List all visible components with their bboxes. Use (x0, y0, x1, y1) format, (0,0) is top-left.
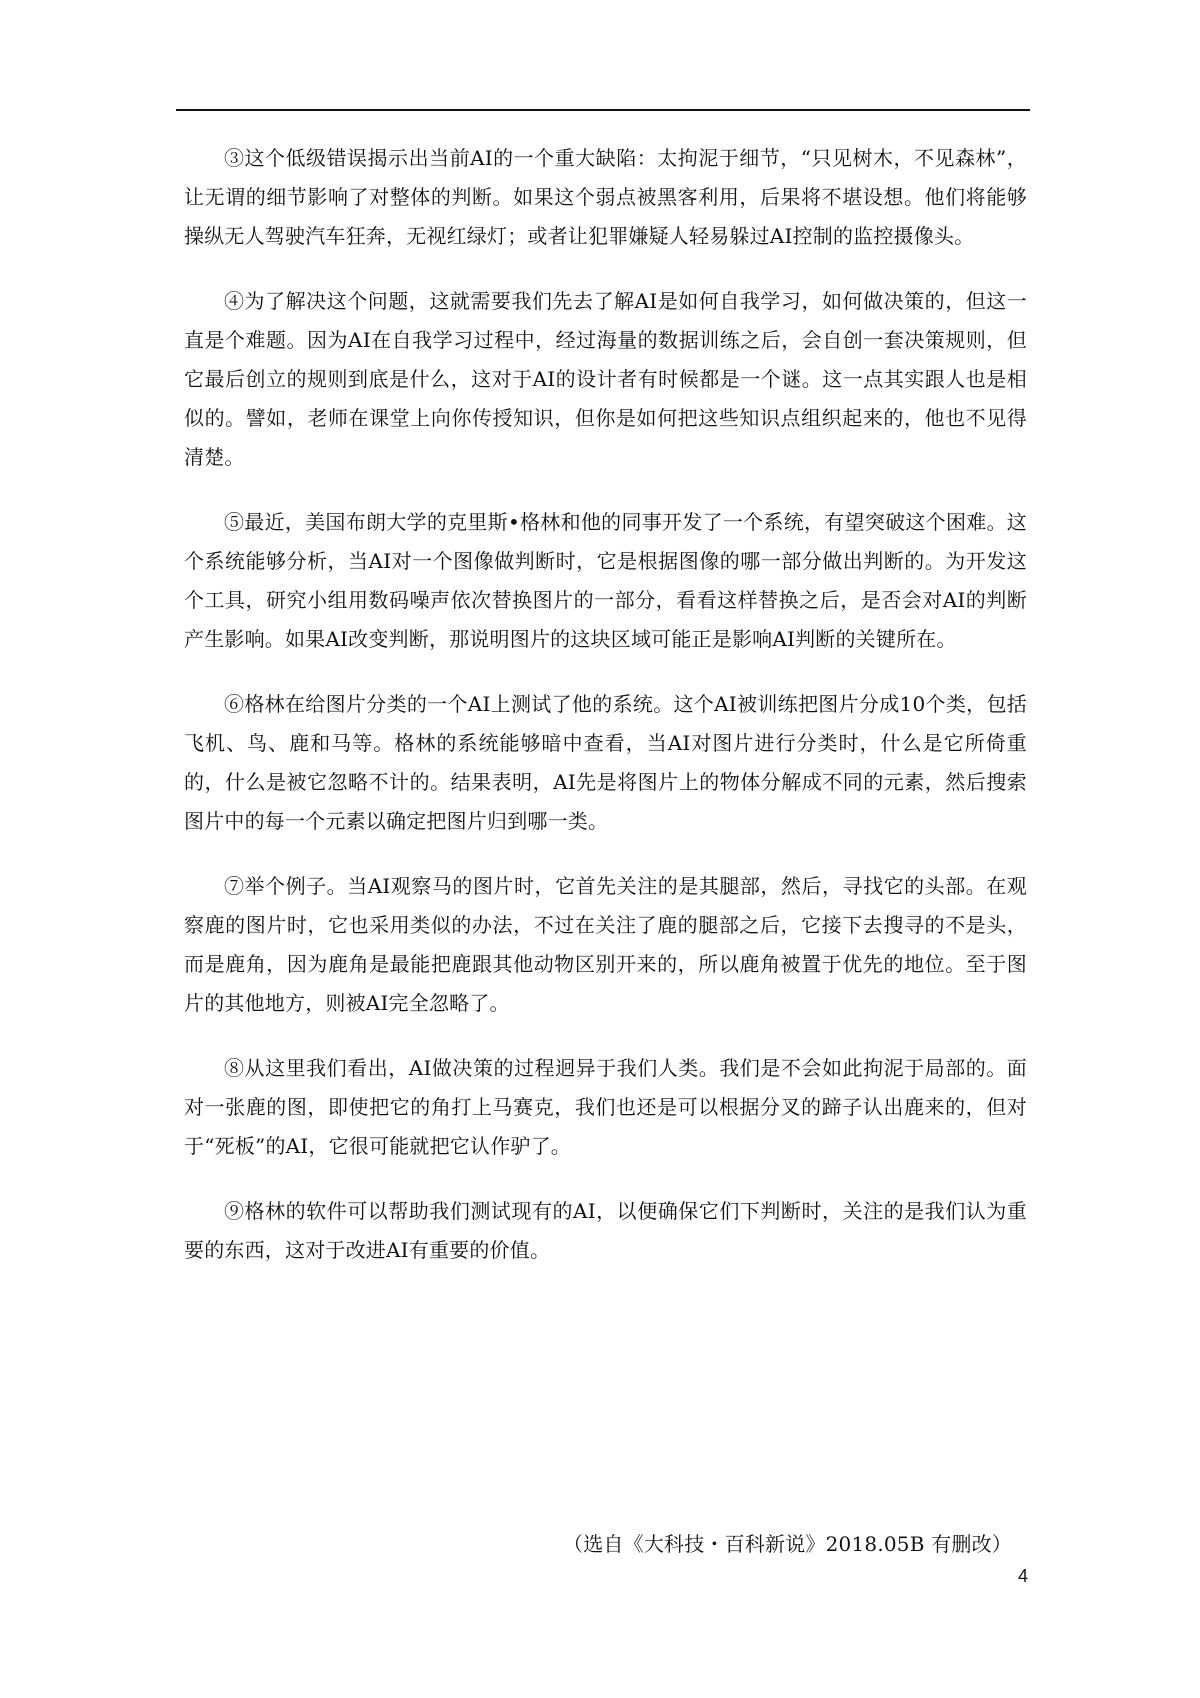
page-number: 4 (1017, 1566, 1028, 1586)
paragraph-3: ③这个低级错误揭示出当前AI的一个重大缺陷：太拘泥于细节，“只见树木，不见森林”，让无谓的细节影响了对整体的判断。如果这个弱点被黑客利用，后果将不堪设想。他们将能够操纵无人驾驶汽车狂奔，无视红绿灯；或者让犯罪嫌疑人轻易躲过AI控制的监控摄像头。 (184, 146, 1027, 248)
article-body (184, 139, 1027, 1296)
paragraph-5: ⑤最近，美国布朗大学的克里斯•格林和他的同事开发了一个系统，有望突破这个困难。这个系统能够分析，当AI对一个图像做判断时，它是根据图像的哪一部分做出判断的。为开发这个工具，研究小组用数码噪声依次替换图片的一部分，看看这样替换之后，是否会对AI的判断产生影响。如果AI改变判断，那说明图片的这块区域可能正是影响AI判断的关键所在。 (184, 510, 1027, 651)
paragraph-4: ④为了解决这个问题，这就需要我们先去了解AI是如何自我学习，如何做决策的，但这一直是个难题。因为AI在自我学习过程中，经过海量的数据训练之后，会自创一套决策规则，但它最后创立的规则到底是什么，这对于AI的设计者有时候都是一个谜。这一点其实跟人也是相似的。譬如，老师在课堂上向你传授知识，但你是如何把这些知识点组织起来的，他也不见得清楚。 (184, 289, 1027, 469)
paragraph-6: ⑥格林在给图片分类的一个AI上测试了他的系统。这个AI被训练把图片分成10个类，包括飞机、鸟、鹿和马等。格林的系统能够暗中查看，当AI对图片进行分类时，什么是它所倚重的，什么是被它忽略不计的。结果表明，AI先是将图片上的物体分解成不同的元素，然后搜索图片中的每一个元素以确定把图片归到哪一类。 (184, 692, 1027, 833)
paragraph-7: ⑦举个例子。当AI观察马的图片时，它首先关注的是其腿部，然后，寻找它的头部。在观察鹿的图片时，它也采用类似的办法，不过在关注了鹿的腿部之后，它接下去搜寻的不是头，而是鹿角，因为鹿角是最能把鹿跟其他动物区别开来的，所以鹿角被置于优先的地位。至于图片的其他地方，则被AI完全忽略了。 (184, 874, 1027, 1015)
source-citation: （选自《大科技・百科新说》2018.05B 有删改） (563, 1532, 1012, 1556)
paragraph-9: ⑨格林的软件可以帮助我们测试现有的AI，以便确保它们下判断时，关注的是我们认为重要的东西，这对于改进AI有重要的价值。 (184, 1199, 1027, 1262)
paragraph-8: ⑧从这里我们看出，AI做决策的过程迥异于我们人类。我们是不会如此拘泥于局部的。面对一张鹿的图，即使把它的角打上马赛克，我们也还是可以根据分叉的蹄子认出鹿来的，但对于“死板”的AI，它很可能就把它认作驴了。 (184, 1056, 1027, 1158)
header-rule (176, 109, 1030, 111)
